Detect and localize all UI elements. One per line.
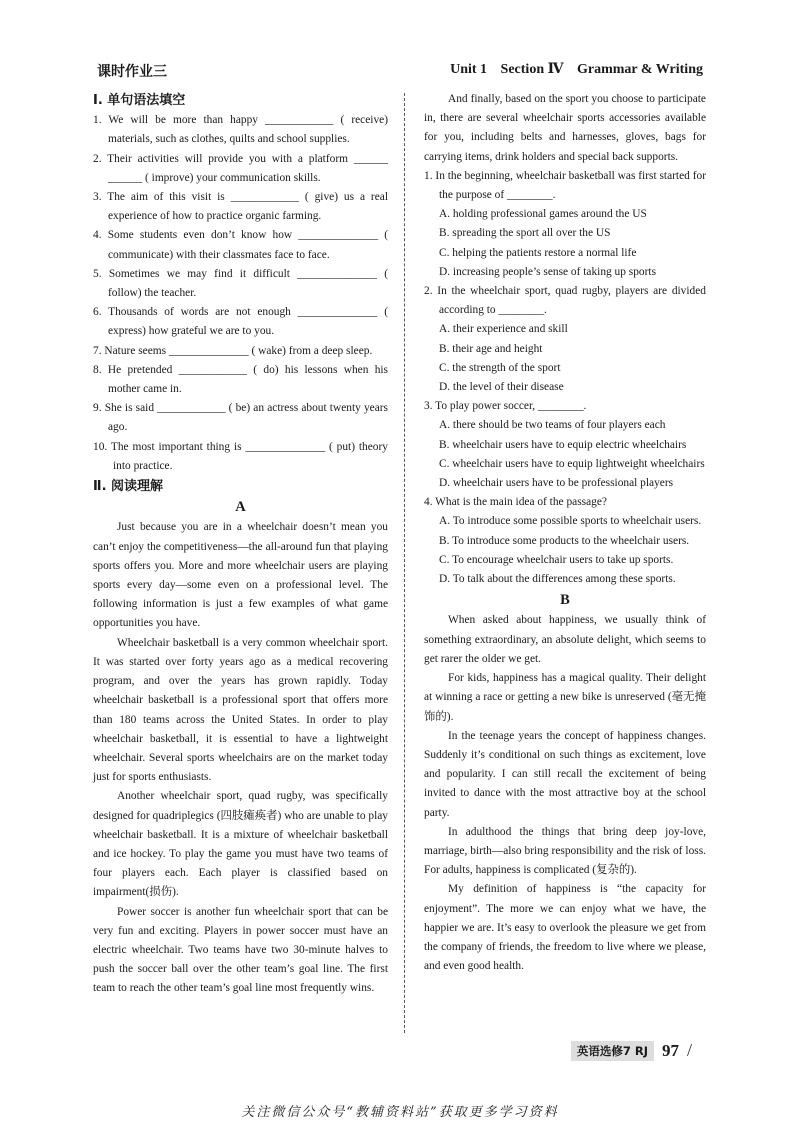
grammar-item: 4. Some students even don’t know how ______________ ( communicate) with their classmates face to face. — [93, 229, 388, 261]
passage-a-paragraph: Another wheelchair sport, quad rugby, was specifically designed for quadriplegics (四肢瘫痪者) who are unable to play wheelchair basketball. It is a mixture of wheelchair basketball and ice hockey. To play the game you must have two teams of four players each. Each player is classified based on impairment(损伤). — [93, 790, 388, 899]
question-option: D. increasing people’s sense of taking up sports — [439, 265, 657, 278]
part2-title: Ⅱ. 阅读理解 — [93, 479, 164, 495]
grammar-item: 8. He pretended ____________ ( do) his lessons when his mother came in. — [93, 363, 388, 396]
grammar-item: 6. Thousands of words are not enough ______________ ( express) how grateful we are to you. — [93, 306, 388, 338]
book-label: 英语选修7 RJ — [571, 1041, 654, 1061]
question-option: C. helping the patients restore a normal life — [439, 246, 637, 259]
question-option: B. wheelchair users have to equip electric wheelchairs — [439, 438, 687, 451]
slash-decoration: / — [686, 1040, 692, 1060]
question-stem: 1. In the beginning, wheelchair basketball was first started for the purpose of ________. — [424, 169, 706, 202]
passage-b-paragraph: When asked about happiness, we usually think of something extraordinary, an absolute delight, which seems to get rarer the older we get. — [424, 614, 706, 665]
grammar-item: 10. The most important thing is ______________ ( put) theory into practice. — [93, 440, 388, 472]
question-option: C. wheelchair users have to equip lightweight wheelchairs — [439, 457, 705, 470]
question-option: A. their experience and skill — [439, 323, 568, 336]
passage-b-paragraph: For kids, happiness has a magical quality. Their delight at winning a race or getting a new bike is unreserved (毫无掩饰的). — [424, 672, 706, 723]
grammar-item: 9. She is said ____________ ( be) an actress about twenty years ago. — [93, 402, 388, 434]
question-option: A. To introduce some possible sports to wheelchair users. — [439, 515, 702, 528]
grammar-item: 1. We will be more than happy ____________ ( receive) materials, such as clothes, quilts and school supplies. — [93, 114, 388, 146]
question-stem: 4. What is the main idea of the passage? — [424, 496, 607, 509]
question-option: D. the level of their disease — [439, 381, 564, 394]
passage-b-paragraph: In adulthood the things that bring deep joy-love, marriage, birth—also bring responsibility and the risk of loss. For adults, happiness is complicated (复杂的). — [424, 825, 706, 877]
question-stem: 3. To play power soccer, ________. — [424, 400, 587, 413]
question-option: C. the strength of the sport — [439, 361, 561, 374]
question-option: D. wheelchair users have to be professional players — [439, 477, 674, 490]
unit-label: Unit 1 — [450, 62, 488, 77]
page-footer — [571, 1040, 692, 1061]
column-divider — [404, 93, 405, 1033]
bottom-note: 关注微信公众号“教辅资料站”获取更多学习资料 — [241, 1105, 559, 1120]
grammar-item: 2. Their activities will provide you with a platform ______ ______ ( improve) your communication skills. — [93, 152, 388, 184]
passage-b-paragraph: In the teenage years the concept of happiness changes. Suddenly it’s conditional on such things as excitement, love and popularity. I can still recall the excitement of being invited to dance with the most attractive boy at the school party. — [424, 729, 706, 819]
question-option: B. spreading the sport all over the US — [439, 227, 611, 240]
grammar-item: 7. Nature seems ______________ ( wake) from a deep sleep. — [93, 344, 373, 357]
unit-header — [440, 61, 703, 78]
passage-a-paragraph: Wheelchair basketball is a very common wheelchair sport. It was started over forty years ago as a medical recovering program, and over the years has grown rapidly. Today wheelchair basketball is a professional sport that offers more than 180 teams across the United States. In order to play wheelchair basketball, it is essential to have a lightweight wheelchair. Several sports wheelchairs are on the market today just for sports enthusiasts. — [93, 636, 388, 784]
page-number: 97 — [661, 1040, 679, 1060]
passage-a-paragraph: Just because you are in a wheelchair doesn’t mean you can’t enjoy the competitiveness—the all-around fun that playing sports offers you. More and more wheelchair users are playing sports every day—some even on a professional level. The following information is just a few examples of what game opportunities you have. — [93, 521, 388, 630]
question-option: B. their age and height — [439, 342, 543, 355]
grammar-item: 3. The aim of this visit is ____________ ( give) us a real experience of how to practice organic farming. — [93, 191, 388, 223]
question-option: A. holding professional games around the US — [439, 208, 647, 221]
topic-label: Grammar & Writing — [577, 62, 703, 77]
right-column — [424, 90, 706, 976]
passage-a-paragraph: Power soccer is another fun wheelchair sport that can be very fun and exciting. Players in power soccer must have an electric wheelchair. Two teams have two 30-minute halves to push the soccer ball over the other team’s goal line. The first team to reach the other team’s goal line most frequently wins. — [93, 905, 388, 995]
passage-a-letter: A — [235, 499, 246, 516]
question-option: B. To introduce some products to the wheelchair users. — [439, 534, 690, 547]
question-option: A. there should be two teams of four players each — [439, 419, 666, 432]
passage-b-letter: B — [560, 592, 570, 609]
section-label: Section Ⅳ — [500, 62, 564, 77]
passage-b-paragraph: My definition of happiness is “the capacity for enjoyment”. The more we can enjoy what we have, the happier we are. It’s easy to overlook the pleasure we get from the company of friends, the freedom to live where we please, and even good health. — [424, 883, 706, 973]
question-stem: 2. In the wheelchair sport, quad rugby, players are divided according to ________. — [424, 285, 706, 317]
grammar-item: 5. Sometimes we may find it difficult ______________ ( follow) the teacher. — [93, 267, 388, 300]
passage-a-paragraph: And finally, based on the sport you choose to participate in, there are several wheelchair sports accessories available for you, including belts and harnesses, gloves, bags for carrying items, drink holders and special back supports. — [424, 93, 706, 163]
homework-title: 课时作业三 — [97, 64, 167, 80]
question-option: C. To encourage wheelchair users to take up sports. — [439, 553, 674, 566]
question-option: D. To talk about the differences among these sports. — [439, 573, 676, 586]
left-column — [93, 90, 388, 999]
part1-title: Ⅰ. 单句语法填空 — [93, 93, 186, 108]
